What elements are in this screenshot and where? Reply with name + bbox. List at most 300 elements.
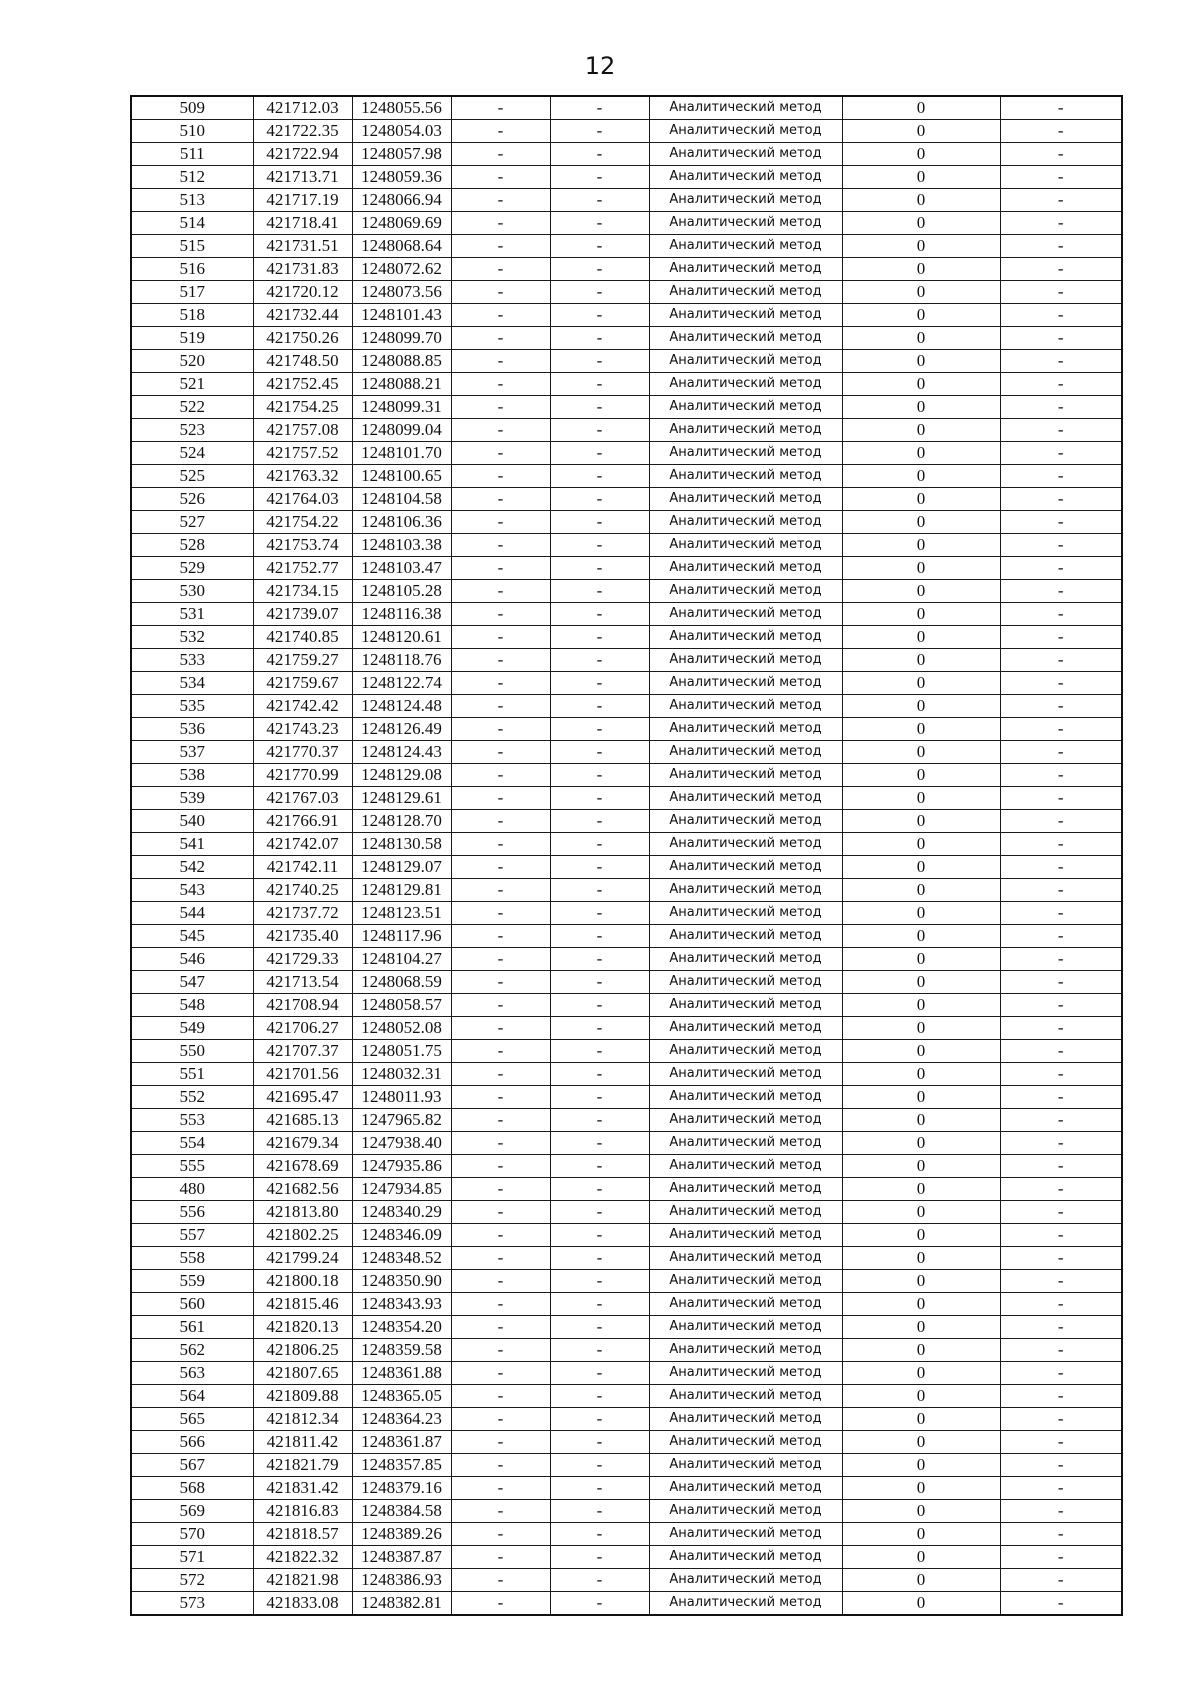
dash-cell: - xyxy=(1000,1454,1122,1477)
precision-cell: 0 xyxy=(842,1109,1000,1132)
point-number-cell: 525 xyxy=(131,465,253,488)
point-number-cell: 534 xyxy=(131,672,253,695)
precision-cell: 0 xyxy=(842,511,1000,534)
table-row xyxy=(131,1247,1122,1270)
dash-cell: - xyxy=(451,1063,550,1086)
precision-cell: 0 xyxy=(842,189,1000,212)
dash-cell: - xyxy=(451,994,550,1017)
dash-cell: - xyxy=(451,603,550,626)
method-cell: Аналитический метод xyxy=(649,1247,842,1270)
point-number-cell: 509 xyxy=(131,96,253,120)
coordinate-x-cell: 421806.25 xyxy=(253,1339,352,1362)
dash-cell: - xyxy=(1000,971,1122,994)
dash-cell: - xyxy=(550,1339,649,1362)
method-cell: Аналитический метод xyxy=(649,1523,842,1546)
precision-cell: 0 xyxy=(842,833,1000,856)
table-row xyxy=(131,718,1122,741)
dash-cell: - xyxy=(1000,1339,1122,1362)
dash-cell: - xyxy=(550,1132,649,1155)
dash-cell: - xyxy=(550,1224,649,1247)
precision-cell: 0 xyxy=(842,258,1000,281)
table-row xyxy=(131,281,1122,304)
coordinate-x-cell: 421807.65 xyxy=(253,1362,352,1385)
precision-cell: 0 xyxy=(842,1362,1000,1385)
dash-cell: - xyxy=(451,120,550,143)
coordinate-x-cell: 421708.94 xyxy=(253,994,352,1017)
method-cell: Аналитический метод xyxy=(649,419,842,442)
point-number-cell: 511 xyxy=(131,143,253,166)
coordinate-y-cell: 1248099.31 xyxy=(352,396,451,419)
dash-cell: - xyxy=(550,419,649,442)
dash-cell: - xyxy=(451,1362,550,1385)
dash-cell: - xyxy=(550,1477,649,1500)
precision-cell: 0 xyxy=(842,1017,1000,1040)
method-cell: Аналитический метод xyxy=(649,1017,842,1040)
dash-cell: - xyxy=(1000,1316,1122,1339)
point-number-cell: 524 xyxy=(131,442,253,465)
dash-cell: - xyxy=(451,534,550,557)
coordinate-y-cell: 1248389.26 xyxy=(352,1523,451,1546)
dash-cell: - xyxy=(1000,1247,1122,1270)
method-cell: Аналитический метод xyxy=(649,741,842,764)
dash-cell: - xyxy=(550,833,649,856)
dash-cell: - xyxy=(451,350,550,373)
coordinate-y-cell: 1248129.81 xyxy=(352,879,451,902)
precision-cell: 0 xyxy=(842,856,1000,879)
coordinate-y-cell: 1248122.74 xyxy=(352,672,451,695)
point-number-cell: 522 xyxy=(131,396,253,419)
precision-cell: 0 xyxy=(842,212,1000,235)
coordinate-y-cell: 1248051.75 xyxy=(352,1040,451,1063)
method-cell: Аналитический метод xyxy=(649,396,842,419)
method-cell: Аналитический метод xyxy=(649,1086,842,1109)
table-row xyxy=(131,1477,1122,1500)
dash-cell: - xyxy=(451,304,550,327)
table-row xyxy=(131,1546,1122,1569)
precision-cell: 0 xyxy=(842,1500,1000,1523)
point-number-cell: 561 xyxy=(131,1316,253,1339)
coordinate-x-cell: 421742.42 xyxy=(253,695,352,718)
table-row xyxy=(131,833,1122,856)
method-cell: Аналитический метод xyxy=(649,488,842,511)
point-number-cell: 570 xyxy=(131,1523,253,1546)
dash-cell: - xyxy=(550,603,649,626)
table-row xyxy=(131,902,1122,925)
dash-cell: - xyxy=(1000,695,1122,718)
table-row xyxy=(131,1086,1122,1109)
point-number-cell: 566 xyxy=(131,1431,253,1454)
dash-cell: - xyxy=(1000,166,1122,189)
coordinate-y-cell: 1248032.31 xyxy=(352,1063,451,1086)
dash-cell: - xyxy=(1000,948,1122,971)
dash-cell: - xyxy=(1000,143,1122,166)
method-cell: Аналитический метод xyxy=(649,1546,842,1569)
precision-cell: 0 xyxy=(842,235,1000,258)
method-cell: Аналитический метод xyxy=(649,327,842,350)
precision-cell: 0 xyxy=(842,1477,1000,1500)
dash-cell: - xyxy=(1000,879,1122,902)
precision-cell: 0 xyxy=(842,695,1000,718)
coordinate-y-cell: 1248343.93 xyxy=(352,1293,451,1316)
dash-cell: - xyxy=(550,1017,649,1040)
method-cell: Аналитический метод xyxy=(649,1224,842,1247)
point-number-cell: 540 xyxy=(131,810,253,833)
precision-cell: 0 xyxy=(842,1592,1000,1616)
coordinate-x-cell: 421737.72 xyxy=(253,902,352,925)
coordinate-x-cell: 421753.74 xyxy=(253,534,352,557)
dash-cell: - xyxy=(451,1477,550,1500)
dash-cell: - xyxy=(1000,1500,1122,1523)
precision-cell: 0 xyxy=(842,1155,1000,1178)
table-row xyxy=(131,143,1122,166)
precision-cell: 0 xyxy=(842,488,1000,511)
point-number-cell: 551 xyxy=(131,1063,253,1086)
dash-cell: - xyxy=(1000,1178,1122,1201)
coordinate-x-cell: 421770.99 xyxy=(253,764,352,787)
method-cell: Аналитический метод xyxy=(649,1431,842,1454)
point-number-cell: 510 xyxy=(131,120,253,143)
point-number-cell: 549 xyxy=(131,1017,253,1040)
table-row xyxy=(131,787,1122,810)
dash-cell: - xyxy=(451,1017,550,1040)
point-number-cell: 532 xyxy=(131,626,253,649)
method-cell: Аналитический метод xyxy=(649,626,842,649)
dash-cell: - xyxy=(550,1270,649,1293)
dash-cell: - xyxy=(1000,649,1122,672)
dash-cell: - xyxy=(1000,856,1122,879)
coordinate-x-cell: 421809.88 xyxy=(253,1385,352,1408)
coordinate-y-cell: 1248101.70 xyxy=(352,442,451,465)
method-cell: Аналитический метод xyxy=(649,1592,842,1616)
dash-cell: - xyxy=(451,1454,550,1477)
coordinate-y-cell: 1248128.70 xyxy=(352,810,451,833)
dash-cell: - xyxy=(550,1362,649,1385)
method-cell: Аналитический метод xyxy=(649,1040,842,1063)
coordinate-y-cell: 1248350.90 xyxy=(352,1270,451,1293)
coordinate-y-cell: 1248011.93 xyxy=(352,1086,451,1109)
method-cell: Аналитический метод xyxy=(649,534,842,557)
method-cell: Аналитический метод xyxy=(649,764,842,787)
dash-cell: - xyxy=(550,1201,649,1224)
dash-cell: - xyxy=(550,925,649,948)
dash-cell: - xyxy=(1000,1408,1122,1431)
dash-cell: - xyxy=(550,994,649,1017)
method-cell: Аналитический метод xyxy=(649,1178,842,1201)
table-row xyxy=(131,419,1122,442)
dash-cell: - xyxy=(1000,350,1122,373)
table-row xyxy=(131,350,1122,373)
table-row xyxy=(131,764,1122,787)
dash-cell: - xyxy=(451,327,550,350)
table-row xyxy=(131,557,1122,580)
coordinate-x-cell: 421748.50 xyxy=(253,350,352,373)
table-row xyxy=(131,626,1122,649)
method-cell: Аналитический метод xyxy=(649,258,842,281)
dash-cell: - xyxy=(550,1569,649,1592)
dash-cell: - xyxy=(1000,603,1122,626)
table-body xyxy=(131,96,1122,1615)
precision-cell: 0 xyxy=(842,1431,1000,1454)
dash-cell: - xyxy=(1000,1362,1122,1385)
dash-cell: - xyxy=(451,856,550,879)
dash-cell: - xyxy=(451,166,550,189)
method-cell: Аналитический метод xyxy=(649,1063,842,1086)
precision-cell: 0 xyxy=(842,902,1000,925)
coordinate-y-cell: 1248099.04 xyxy=(352,419,451,442)
coordinate-x-cell: 421815.46 xyxy=(253,1293,352,1316)
dash-cell: - xyxy=(1000,1201,1122,1224)
dash-cell: - xyxy=(550,1178,649,1201)
table-row xyxy=(131,1500,1122,1523)
method-cell: Аналитический метод xyxy=(649,695,842,718)
dash-cell: - xyxy=(451,902,550,925)
dash-cell: - xyxy=(550,465,649,488)
coordinate-y-cell: 1248103.38 xyxy=(352,534,451,557)
dash-cell: - xyxy=(1000,419,1122,442)
dash-cell: - xyxy=(451,810,550,833)
coordinate-x-cell: 421822.32 xyxy=(253,1546,352,1569)
point-number-cell: 573 xyxy=(131,1592,253,1616)
point-number-cell: 533 xyxy=(131,649,253,672)
precision-cell: 0 xyxy=(842,1316,1000,1339)
dash-cell: - xyxy=(550,718,649,741)
dash-cell: - xyxy=(451,672,550,695)
coordinate-x-cell: 421743.23 xyxy=(253,718,352,741)
dash-cell: - xyxy=(451,1132,550,1155)
coordinate-y-cell: 1248103.47 xyxy=(352,557,451,580)
table-row xyxy=(131,511,1122,534)
table-row xyxy=(131,488,1122,511)
table-row xyxy=(131,1132,1122,1155)
table-row xyxy=(131,810,1122,833)
dash-cell: - xyxy=(1000,925,1122,948)
dash-cell: - xyxy=(1000,235,1122,258)
point-number-cell: 520 xyxy=(131,350,253,373)
dash-cell: - xyxy=(550,787,649,810)
dash-cell: - xyxy=(1000,120,1122,143)
coordinate-x-cell: 421713.54 xyxy=(253,971,352,994)
table-row xyxy=(131,327,1122,350)
table-row xyxy=(131,1155,1122,1178)
coordinate-x-cell: 421831.42 xyxy=(253,1477,352,1500)
point-number-cell: 552 xyxy=(131,1086,253,1109)
dash-cell: - xyxy=(550,258,649,281)
method-cell: Аналитический метод xyxy=(649,350,842,373)
coordinate-y-cell: 1248118.76 xyxy=(352,649,451,672)
table-row xyxy=(131,1523,1122,1546)
coordinate-y-cell: 1248072.62 xyxy=(352,258,451,281)
dash-cell: - xyxy=(550,1063,649,1086)
dash-cell: - xyxy=(550,649,649,672)
point-number-cell: 559 xyxy=(131,1270,253,1293)
point-number-cell: 553 xyxy=(131,1109,253,1132)
point-number-cell: 519 xyxy=(131,327,253,350)
table-row xyxy=(131,1178,1122,1201)
dash-cell: - xyxy=(1000,1132,1122,1155)
precision-cell: 0 xyxy=(842,557,1000,580)
coordinate-x-cell: 421757.08 xyxy=(253,419,352,442)
precision-cell: 0 xyxy=(842,143,1000,166)
table-row xyxy=(131,695,1122,718)
precision-cell: 0 xyxy=(842,626,1000,649)
dash-cell: - xyxy=(1000,1155,1122,1178)
method-cell: Аналитический метод xyxy=(649,902,842,925)
coordinate-y-cell: 1248382.81 xyxy=(352,1592,451,1616)
method-cell: Аналитический метод xyxy=(649,603,842,626)
table-row xyxy=(131,1109,1122,1132)
dash-cell: - xyxy=(451,419,550,442)
coordinate-x-cell: 421713.71 xyxy=(253,166,352,189)
table-row xyxy=(131,580,1122,603)
precision-cell: 0 xyxy=(842,120,1000,143)
dash-cell: - xyxy=(1000,580,1122,603)
table-row xyxy=(131,373,1122,396)
precision-cell: 0 xyxy=(842,1132,1000,1155)
coordinate-y-cell: 1248384.58 xyxy=(352,1500,451,1523)
point-number-cell: 568 xyxy=(131,1477,253,1500)
coordinate-y-cell: 1248346.09 xyxy=(352,1224,451,1247)
precision-cell: 0 xyxy=(842,787,1000,810)
precision-cell: 0 xyxy=(842,396,1000,419)
coordinate-x-cell: 421816.83 xyxy=(253,1500,352,1523)
coordinate-x-cell: 421750.26 xyxy=(253,327,352,350)
precision-cell: 0 xyxy=(842,1454,1000,1477)
coordinate-x-cell: 421818.57 xyxy=(253,1523,352,1546)
coordinate-y-cell: 1248348.52 xyxy=(352,1247,451,1270)
coordinate-x-cell: 421742.11 xyxy=(253,856,352,879)
coordinate-x-cell: 421722.35 xyxy=(253,120,352,143)
coordinate-y-cell: 1248123.51 xyxy=(352,902,451,925)
dash-cell: - xyxy=(1000,787,1122,810)
table-row xyxy=(131,465,1122,488)
dash-cell: - xyxy=(451,143,550,166)
table-row xyxy=(131,96,1122,120)
precision-cell: 0 xyxy=(842,96,1000,120)
point-number-cell: 541 xyxy=(131,833,253,856)
precision-cell: 0 xyxy=(842,1270,1000,1293)
method-cell: Аналитический метод xyxy=(649,718,842,741)
precision-cell: 0 xyxy=(842,442,1000,465)
point-number-cell: 548 xyxy=(131,994,253,1017)
table-row xyxy=(131,672,1122,695)
method-cell: Аналитический метод xyxy=(649,1132,842,1155)
dash-cell: - xyxy=(1000,304,1122,327)
table-row xyxy=(131,925,1122,948)
dash-cell: - xyxy=(550,810,649,833)
point-number-cell: 543 xyxy=(131,879,253,902)
coordinate-y-cell: 1247935.86 xyxy=(352,1155,451,1178)
point-number-cell: 565 xyxy=(131,1408,253,1431)
dash-cell: - xyxy=(1000,396,1122,419)
coordinate-x-cell: 421752.77 xyxy=(253,557,352,580)
point-number-cell: 563 xyxy=(131,1362,253,1385)
precision-cell: 0 xyxy=(842,166,1000,189)
precision-cell: 0 xyxy=(842,580,1000,603)
coordinate-y-cell: 1248365.05 xyxy=(352,1385,451,1408)
coordinate-x-cell: 421731.83 xyxy=(253,258,352,281)
dash-cell: - xyxy=(550,143,649,166)
precision-cell: 0 xyxy=(842,603,1000,626)
point-number-cell: 564 xyxy=(131,1385,253,1408)
dash-cell: - xyxy=(451,557,550,580)
dash-cell: - xyxy=(550,1523,649,1546)
precision-cell: 0 xyxy=(842,810,1000,833)
dash-cell: - xyxy=(550,1109,649,1132)
precision-cell: 0 xyxy=(842,1201,1000,1224)
page-number: 12 xyxy=(584,52,616,80)
dash-cell: - xyxy=(550,1316,649,1339)
dash-cell: - xyxy=(451,1040,550,1063)
precision-cell: 0 xyxy=(842,373,1000,396)
dash-cell: - xyxy=(550,1408,649,1431)
dash-cell: - xyxy=(550,741,649,764)
precision-cell: 0 xyxy=(842,971,1000,994)
method-cell: Аналитический метод xyxy=(649,994,842,1017)
method-cell: Аналитический метод xyxy=(649,879,842,902)
dash-cell: - xyxy=(550,764,649,787)
method-cell: Аналитический метод xyxy=(649,120,842,143)
dash-cell: - xyxy=(451,787,550,810)
precision-cell: 0 xyxy=(842,419,1000,442)
coordinate-x-cell: 421821.98 xyxy=(253,1569,352,1592)
table-row xyxy=(131,649,1122,672)
dash-cell: - xyxy=(1000,1270,1122,1293)
dash-cell: - xyxy=(550,902,649,925)
precision-cell: 0 xyxy=(842,764,1000,787)
dash-cell: - xyxy=(1000,1224,1122,1247)
precision-cell: 0 xyxy=(842,948,1000,971)
dash-cell: - xyxy=(451,1247,550,1270)
point-number-cell: 558 xyxy=(131,1247,253,1270)
coordinate-x-cell: 421833.08 xyxy=(253,1592,352,1616)
table-row xyxy=(131,1270,1122,1293)
dash-cell: - xyxy=(1000,189,1122,212)
precision-cell: 0 xyxy=(842,1408,1000,1431)
point-number-cell: 530 xyxy=(131,580,253,603)
dash-cell: - xyxy=(451,1408,550,1431)
method-cell: Аналитический метод xyxy=(649,373,842,396)
table-row xyxy=(131,120,1122,143)
dash-cell: - xyxy=(1000,327,1122,350)
dash-cell: - xyxy=(550,971,649,994)
dash-cell: - xyxy=(451,626,550,649)
dash-cell: - xyxy=(451,1431,550,1454)
coordinate-x-cell: 421754.25 xyxy=(253,396,352,419)
coordinate-y-cell: 1248100.65 xyxy=(352,465,451,488)
precision-cell: 0 xyxy=(842,1040,1000,1063)
dash-cell: - xyxy=(451,511,550,534)
coordinate-x-cell: 421734.15 xyxy=(253,580,352,603)
precision-cell: 0 xyxy=(842,1546,1000,1569)
method-cell: Аналитический метод xyxy=(649,1569,842,1592)
point-number-cell: 538 xyxy=(131,764,253,787)
coordinate-y-cell: 1248357.85 xyxy=(352,1454,451,1477)
dash-cell: - xyxy=(1000,258,1122,281)
dash-cell: - xyxy=(550,1293,649,1316)
precision-cell: 0 xyxy=(842,649,1000,672)
table-row xyxy=(131,1385,1122,1408)
precision-cell: 0 xyxy=(842,534,1000,557)
dash-cell: - xyxy=(550,373,649,396)
dash-cell: - xyxy=(451,649,550,672)
dash-cell: - xyxy=(550,1247,649,1270)
dash-cell: - xyxy=(1000,1040,1122,1063)
method-cell: Аналитический метод xyxy=(649,1339,842,1362)
method-cell: Аналитический метод xyxy=(649,511,842,534)
dash-cell: - xyxy=(550,1385,649,1408)
coordinate-x-cell: 421707.37 xyxy=(253,1040,352,1063)
coordinate-y-cell: 1248120.61 xyxy=(352,626,451,649)
